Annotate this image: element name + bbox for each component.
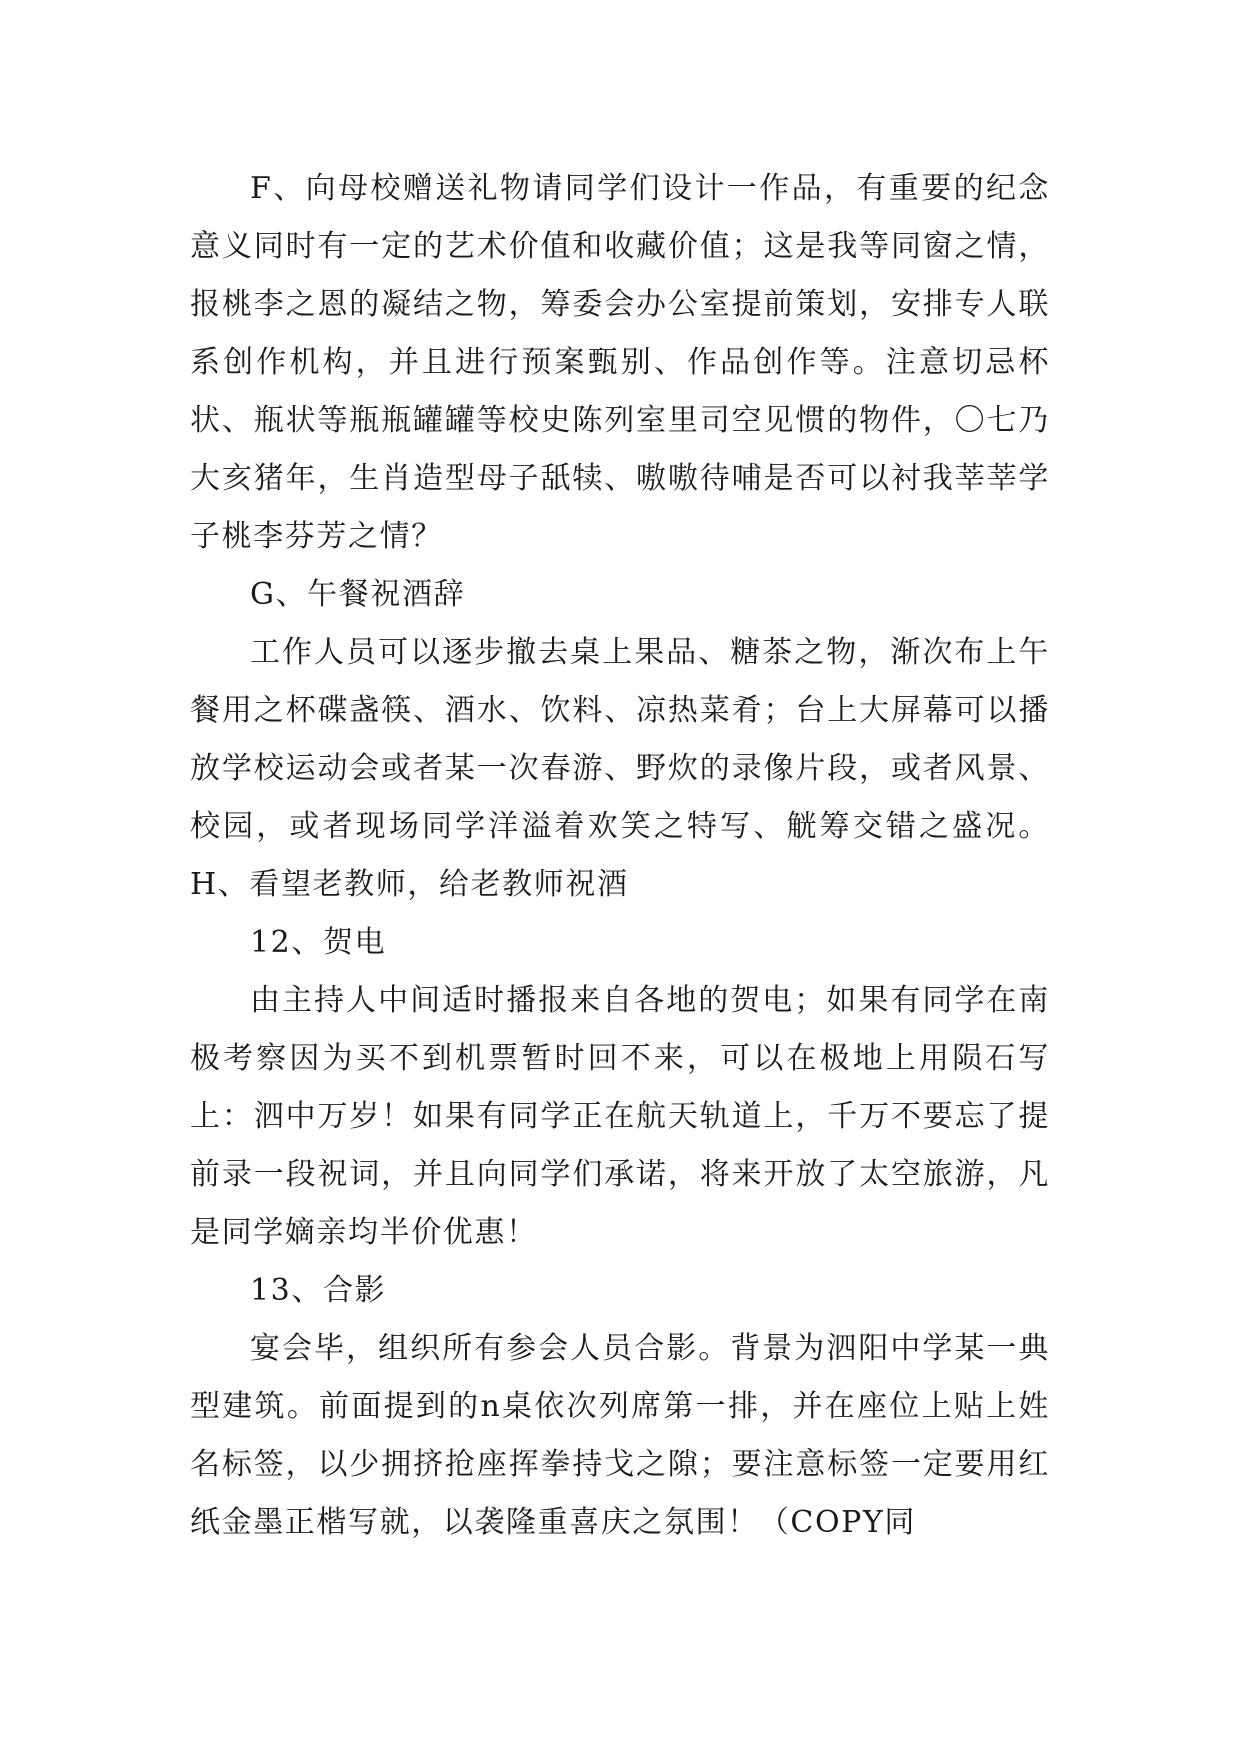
heading-lunch-toast: G、午餐祝酒辞 [250, 577, 466, 612]
paragraph-telegrams: 由主持人中间适时播报来自各地的贺电；如果有同学在南极考察因为买不到机票暂时回不来，可以在极地上用陨石写上：泗中万岁！如果有同学正在航天轨道上，千万不要忘了提前录一段祝词，并且向同学们承诺，将来开放了太空旅游，凡是同学嫡亲均半价优惠！ [190, 983, 1050, 1250]
heading-telegrams: 12、贺电 [250, 925, 387, 960]
heading-group-photo: 13、合影 [250, 1273, 387, 1308]
document-body [190, 160, 1050, 1552]
paragraph-group-photo: 宴会毕，组织所有参会人员合影。背景为泗阳中学某一典型建筑。前面提到的n桌依次列席第一排，并在座位上贴上姓名标签，以少拥挤抢座挥拳持戈之隙；要注意标签一定要用红纸金墨正楷写就，以袭隆重喜庆之氛围！（COPY同 [190, 1331, 1050, 1540]
paragraph-lunch: 工作人员可以逐步撤去桌上果品、糖茶之物，渐次布上午餐用之杯碟盏筷、酒水、饮料、凉热菜肴；台上大屏幕可以播放学校运动会或者某一次春游、野炊的录像片段，或者风景、校园，或者现场同学洋溢着欢笑之特写、觥筹交错之盛况。 H、看望老教师，给老教师祝酒 [190, 635, 1050, 902]
paragraph-gift: F、向母校赠送礼物请同学们设计一作品，有重要的纪念意义同时有一定的艺术价值和收藏价值；这是我等同窗之情，报桃李之恩的凝结之物，筹委会办公室提前策划，安排专人联系创作机构，并且进行预案甄别、作品创作等。注意切忌杯状、瓶状等瓶瓶罐罐等校史陈列室里司空见惯的物件，〇七乃大亥猪年，生肖造型母子舐犊、嗷嗷待哺是否可以衬我莘莘学子桃李芬芳之情？ [190, 171, 1050, 554]
